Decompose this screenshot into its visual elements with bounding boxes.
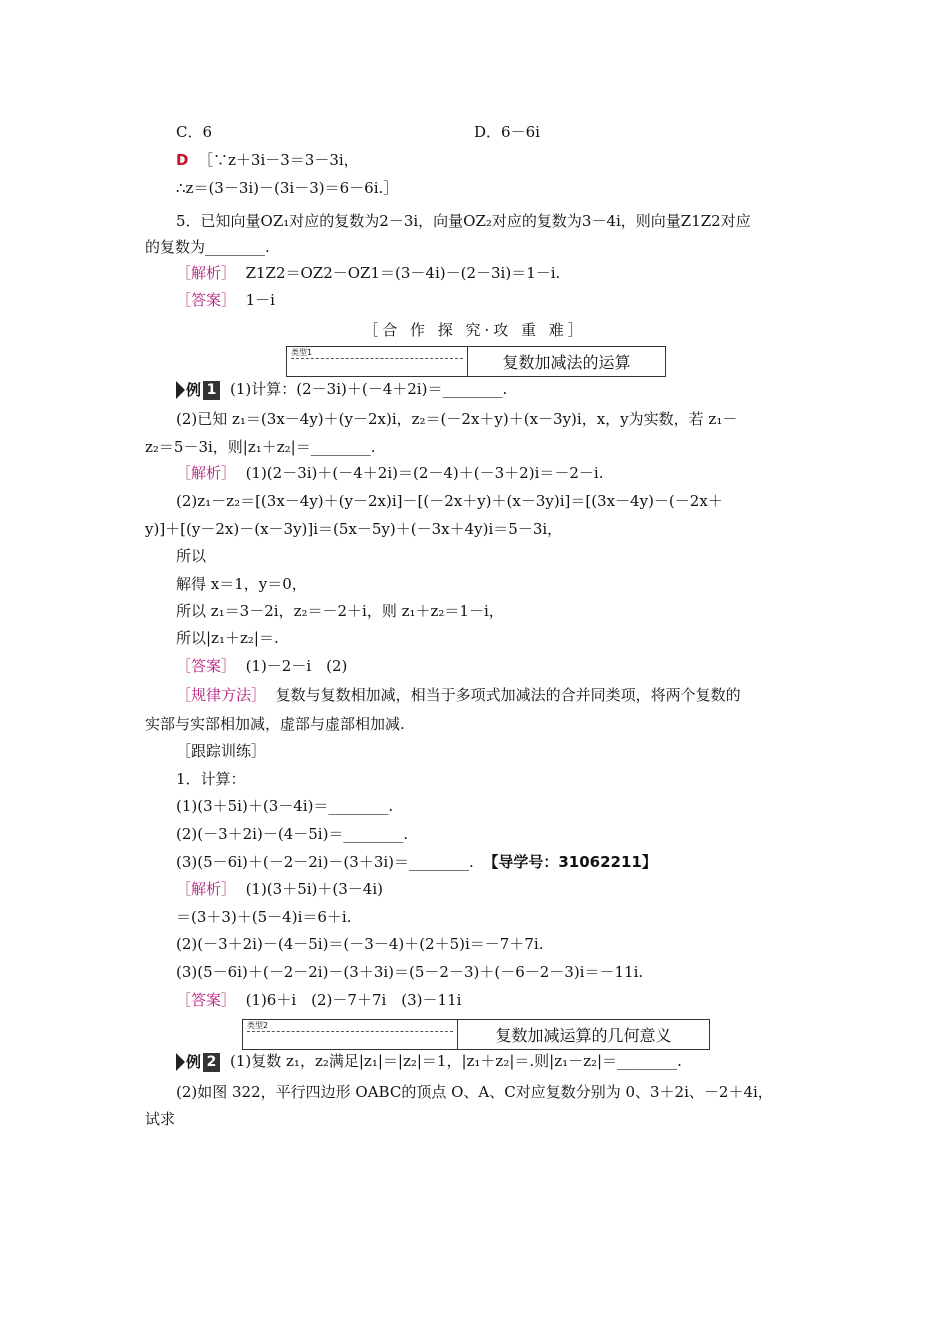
type-2-box	[242, 1019, 710, 1050]
analysis-tag: ［解析］	[176, 264, 237, 282]
section-heading: ［合 作 探 究·攻 重 难］	[363, 321, 587, 339]
example-2-badge: 例 2	[176, 1051, 220, 1073]
type-1-tag: 类型1	[291, 348, 313, 357]
practice-1-3: (3)(5－6i)＋(－2－2i)－(3＋3i)＝________. 【导学号：31062211】	[176, 853, 657, 871]
practice-1-1: (1)(3＋5i)＋(3－4i)＝________.	[176, 797, 394, 815]
answer-line	[176, 149, 359, 171]
example-1-part2-line1: (2)已知 z₁＝(3x－4y)＋(y－2x)i，z₂＝(－2x＋y)＋(x－3y)i，x，y为实数，若 z₁－	[176, 410, 738, 428]
ex1-analysis-2b: y)]＋[(y－2x)－(x－3y)]i＝(5x－5y)＋(－3x＋4y)i＝5－3i，	[145, 520, 563, 538]
type-1-title: 复数加减法的运算	[502, 353, 631, 372]
example-2-part1: 例 2 (1)复数 z₁，z₂满足|z₁|＝|z₂|＝1，|z₁＋z₂|＝.则|z₁－z₂|＝________.	[176, 1050, 682, 1073]
example-1-part1: 例 1 (1)计算：(2－3i)＋(－4＋2i)＝________.	[176, 378, 507, 401]
practice-1: 1．计算：	[176, 770, 246, 788]
method-line2: 实部与实部相加减，虚部与虚部相加减.	[145, 715, 405, 733]
example-2-part2-line2: 试求	[145, 1110, 176, 1128]
q5-analysis	[176, 262, 560, 284]
answer-text: 1－i	[245, 291, 275, 309]
type-2-label-cell	[243, 1020, 458, 1049]
answer-tag: ［答案］	[176, 291, 237, 309]
q5-answer	[176, 289, 275, 311]
question-5-line1: 5．已知向量OZ₁对应的复数为2－3i，向量OZ₂对应的复数为3－4i，则向量Z1Z2对应	[176, 212, 751, 230]
type-1-box	[286, 346, 666, 377]
ex1-answer: ［答案］ (1)－2－i (2)	[176, 657, 348, 675]
ex1-result: 所以 z₁＝3－2i，z₂＝－2＋i，则 z₁＋z₂＝1－i，	[176, 602, 504, 620]
method-line1: ［规律方法］ 复数与复数相加减，相当于多项式加减法的合并同类项，将两个复数的	[176, 686, 741, 704]
method-tag: ［规律方法］	[176, 686, 267, 704]
practice-1-2: (2)(－3＋2i)－(4－5i)＝________.	[176, 825, 409, 843]
answer-reason: ［∵z＋3i－3＝3－3i，	[198, 151, 359, 169]
type-2-title: 复数加减运算的几何意义	[495, 1026, 672, 1045]
ex1-modulus: 所以|z₁＋z₂|＝.	[176, 629, 279, 647]
analysis-text: Z1Z2＝OZ2－OZ1＝(3－4i)－(2－3i)＝1－i.	[245, 264, 561, 282]
example-1-badge: 例 1	[176, 379, 220, 401]
triangle-icon	[176, 381, 185, 399]
option-d: D．6－6i	[474, 123, 540, 141]
practice-answer: ［答案］ (1)6＋i (2)－7＋7i (3)－11i	[176, 991, 462, 1009]
question-5-line2: 的复数为________.	[145, 238, 270, 256]
type-1-label-cell	[287, 347, 468, 376]
triangle-icon	[176, 1053, 185, 1071]
guide-number: 【导学号：31062211】	[483, 853, 657, 871]
practice-analysis-3: (3)(5－6i)＋(－2－2i)－(3＋3i)＝(5－2－3)＋(－6－2－3)i＝－11i.	[176, 963, 644, 981]
type-2-tag: 类型2	[247, 1021, 269, 1030]
practice-analysis-1b: ＝(3＋3)＋(5－4)i＝6＋i.	[176, 908, 352, 926]
example-2-part2-line1: (2)如图 322，平行四边形 OABC的顶点 O、A、C对应复数分别为 0、3＋2i、－2＋4i，	[176, 1083, 773, 1101]
practice-heading: ［跟踪训练］	[176, 742, 267, 760]
answer-derivation: ∴z＝(3－3i)－(3i－3)＝6－6i.］	[176, 179, 399, 197]
example-1-part2-line2: z₂＝5－3i，则|z₁＋z₂|＝________.	[145, 438, 376, 456]
ex1-solve: 解得 x＝1，y＝0，	[176, 575, 307, 593]
practice-analysis-1: ［解析］ (1)(3＋5i)＋(3－4i)	[176, 880, 383, 898]
answer-letter: D	[176, 151, 189, 169]
ex1-analysis-1: ［解析］ (1)(2－3i)＋(－4＋2i)＝(2－4)＋(－3＋2)i＝－2－i.	[176, 464, 604, 482]
ex1-analysis-2a: (2)z₁－z₂＝[(3x－4y)＋(y－2x)i]－[(－2x＋y)＋(x－3y)i]＝[(3x－4y)－(－2x＋	[176, 492, 723, 510]
practice-analysis-2: (2)(－3＋2i)－(4－5i)＝(－3－4)＋(2＋5)i＝－7＋7i.	[176, 935, 544, 953]
ex1-so: 所以	[176, 547, 207, 565]
option-c: C．6	[176, 123, 213, 141]
